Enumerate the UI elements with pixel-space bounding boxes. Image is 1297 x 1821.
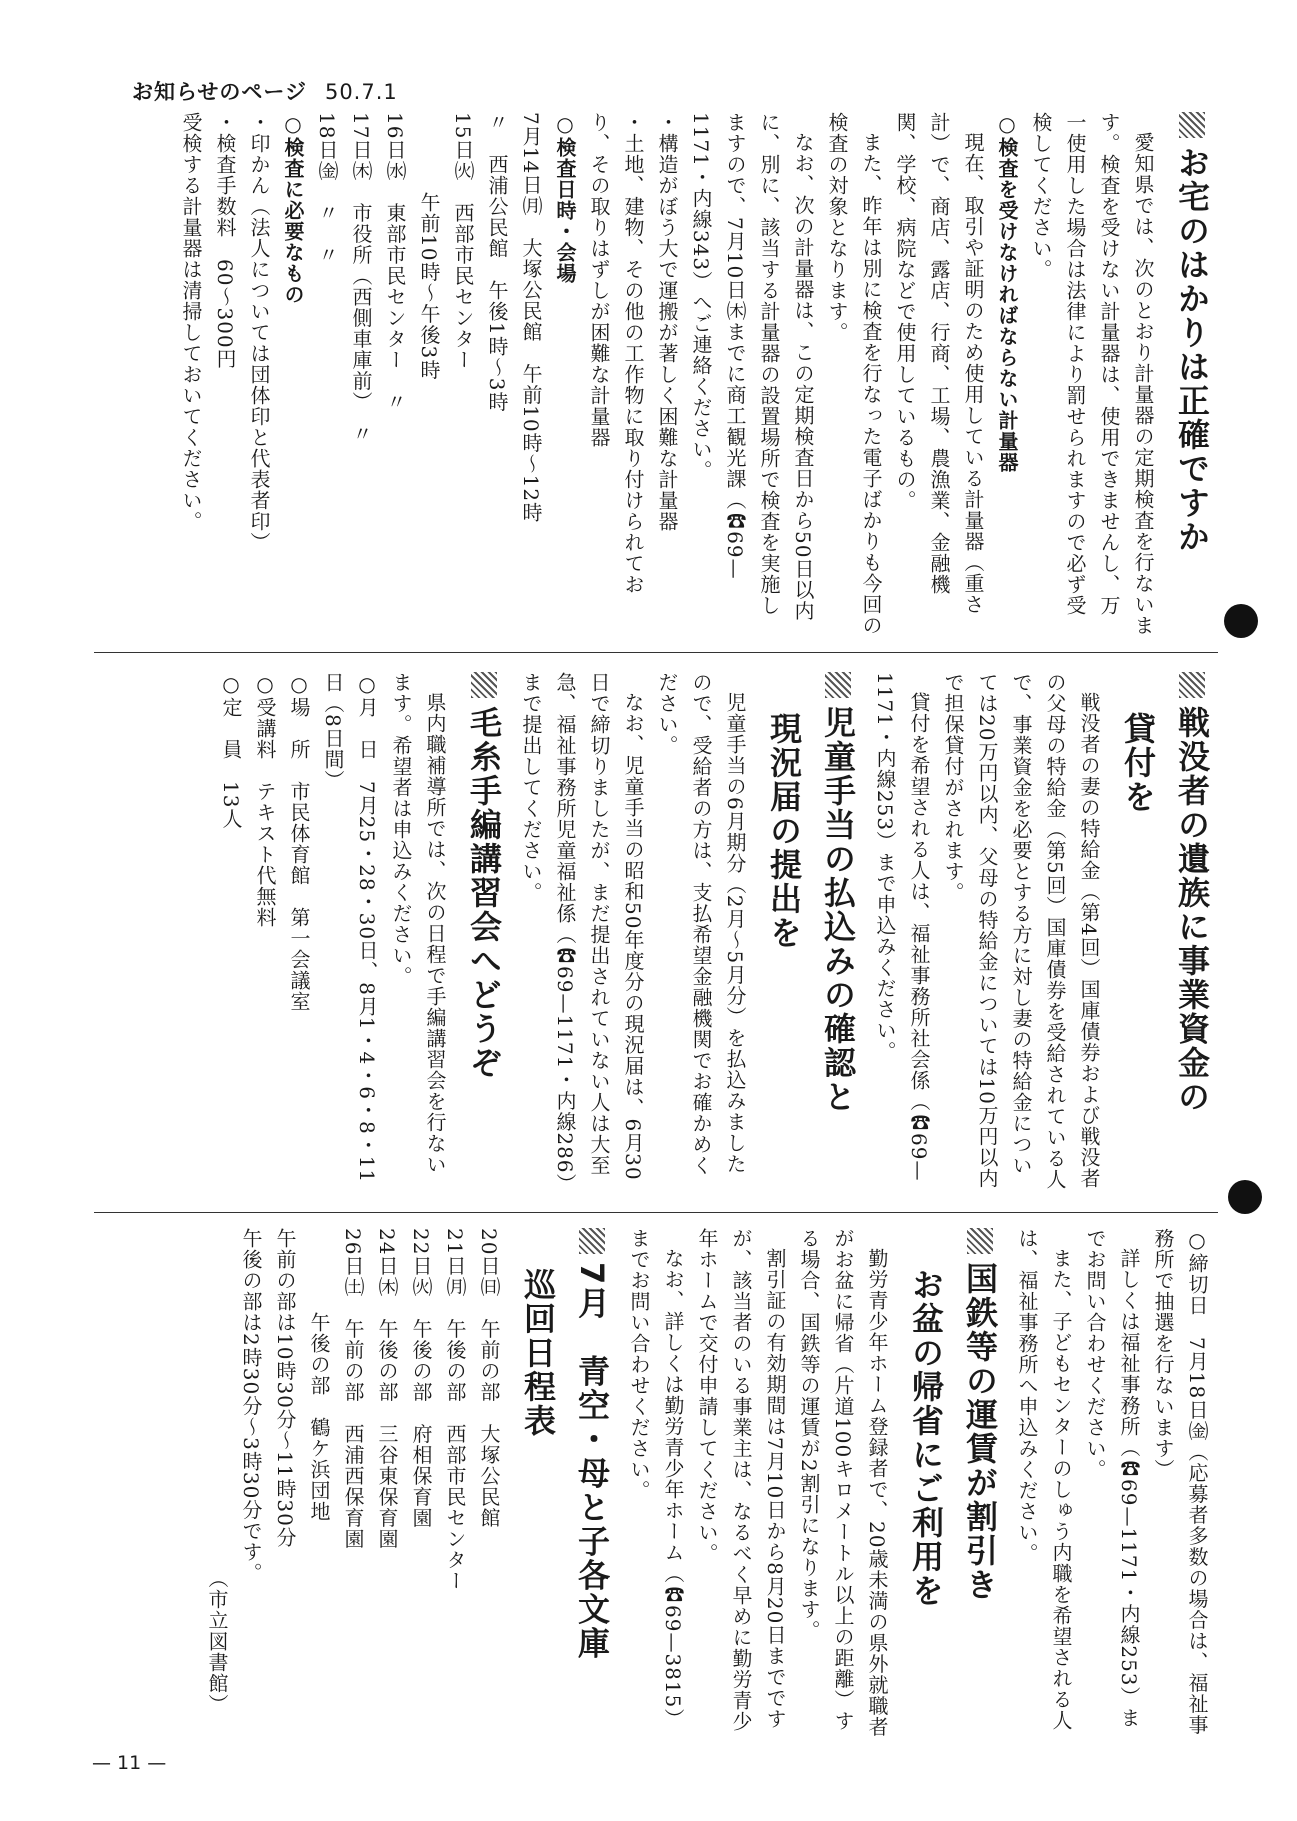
schedule-row: 15日㈫ 西部市民センター bbox=[451, 112, 475, 371]
paragraph: 戦没者の妻の特給金（第4回）国庫債券および戦没者の父母の特給金（第5回）国庫債券を受給されている人で、事業資金を必要とする方に対し妻の特給金については20万円以内、父母の特給金については10万円以内で担保貸付がされます。 bbox=[941, 672, 1101, 1190]
article-bereaved bbox=[864, 672, 1218, 1194]
schedule-row: 20日㈰ 午前の部 大塚公民館 bbox=[477, 1228, 501, 1529]
paragraph: 現在、取引や証明のため使用している計量器（重さ計）で、商店、露店、行商、工場、農漁業、金融機関、学校、病院などで使用しているもの。 bbox=[893, 112, 985, 615]
paragraph: なお、詳しくは勤労青少年ホーム（☎69—3815）までお問い合わせください。 bbox=[627, 1228, 685, 1730]
info-row: ○受講料 テキスト代無料 bbox=[253, 672, 277, 928]
paragraph: なお、次の計量器は、この定期検査日から50日以内に、別に、該当する計量器の設置場所で検査を実施しますので、7月10日㈭までに商工観光課（☎69—1171・内線343）へご連絡ください。 bbox=[689, 112, 815, 622]
info-row: ○場 所 市民体育館 第一会議室 bbox=[287, 672, 311, 1012]
article-subtitle: 巡回日程表 bbox=[519, 1268, 557, 1438]
paragraph: 詳しくは福祉事務所（☎69—1171・内線253）までお問い合わせください。 bbox=[1083, 1228, 1141, 1729]
section-heading: ○検査に必要なもの bbox=[281, 112, 305, 305]
article-credit: （市立図書館） bbox=[205, 1568, 229, 1715]
schedule-row: 21日㈪ 午後の部 西部市民センター bbox=[443, 1228, 467, 1592]
schedule-row: 18日㈮ 〃 〃 bbox=[315, 112, 339, 266]
article-title-line2: 貸付を bbox=[1119, 712, 1157, 814]
divider bbox=[94, 652, 1218, 653]
article-title-line2: お盆の帰省にご利用を bbox=[907, 1268, 945, 1608]
article-rail-discount bbox=[618, 1228, 1006, 1740]
article-scale bbox=[170, 112, 1218, 636]
paragraph: また、昨年は別に検査を行なった電子ばかりも今回の検査の対象となります。 bbox=[825, 112, 883, 636]
article-child-allowance bbox=[510, 672, 864, 1194]
article-title: 児童手当の払込みの確認と bbox=[816, 672, 860, 1194]
header-date: 50.7.1 bbox=[324, 80, 398, 104]
title-mark-icon bbox=[825, 672, 851, 698]
info-row: ○締切日 7月18日㈮（応募者多数の場合は、福祉事務所で抽選を行ないます） bbox=[1151, 1228, 1209, 1736]
bullet-item: ・構造がぼう大で運搬が著しく困難な計量器 bbox=[655, 112, 679, 532]
article-title: 戦没者の遺族に事業資金の bbox=[1170, 672, 1214, 1194]
article-library bbox=[196, 1228, 618, 1740]
article-title: 国鉄等の運賃が割引き bbox=[958, 1228, 1002, 1740]
title-mark-icon bbox=[579, 1228, 605, 1254]
schedule-row: 7月14日㈪ 大塚公民館 午前10時～12時 bbox=[519, 112, 543, 524]
bullet-item: ・検査手数料 60～300円 bbox=[213, 112, 237, 370]
article-title: 7月 青空・母と子各文庫 bbox=[570, 1228, 614, 1740]
schedule-row: 26日㈯ 午前の部 西浦西保育園 bbox=[341, 1228, 365, 1550]
info-row: ○定 員 13人 bbox=[219, 672, 243, 830]
section-heading: ○検査日時・会場 bbox=[553, 112, 577, 284]
page-header bbox=[132, 76, 398, 106]
bullet-item: ・土地、建物、その他の工作物に取り付けられており、その取りはずしが困難な計量器 bbox=[587, 112, 645, 595]
section-heading: ○検査を受けなければならない計量器 bbox=[995, 112, 1019, 473]
section-bottom bbox=[94, 1228, 1218, 1740]
paragraph: 愛知県では、次のとおり計量器の定期検査を行ないます。検査を受けない計量器は、使用できませんし、万一使用した場合は法律により罰せられますので必ず受検してください。 bbox=[1029, 112, 1155, 636]
section-middle bbox=[94, 672, 1218, 1194]
title-mark-icon bbox=[967, 1228, 993, 1254]
section-top bbox=[94, 112, 1218, 636]
binding-hole-icon bbox=[1224, 604, 1258, 638]
article-title: 毛糸手編講習会へどうぞ bbox=[462, 672, 506, 1194]
page-number: — 11 — bbox=[92, 1752, 167, 1774]
schedule-row: 午前10時～午後3時 bbox=[417, 192, 441, 381]
divider bbox=[94, 1212, 1218, 1213]
schedule-row: 〃 西浦公民館 午後1時～3時 bbox=[485, 112, 509, 413]
paragraph: 割引証の有効期間は7月10日から8月20日までですが、該当者のいる事業主は、なるべく早めに勤労青少年ホームで交付申請してください。 bbox=[695, 1228, 787, 1732]
time-note: 午後の部は2時30分～3時30分です。 bbox=[239, 1228, 263, 1584]
title-mark-icon bbox=[1179, 672, 1205, 698]
article-title: お宅のはかりは正確ですか bbox=[1170, 112, 1214, 636]
paragraph: 受検する計量器は清掃しておいてください。 bbox=[179, 112, 203, 532]
paragraph: 県内職補導所では、次の日程で手編講習会を行ないます。希望者は申込みください。 bbox=[389, 672, 447, 1175]
paragraph: 児童手当の6月期分（2月～5月分）を払込みましたので、受給者の方は、支払希望金融機関でお確かめください。 bbox=[655, 672, 747, 1176]
schedule-row: 午後の部 鶴ケ浜団地 bbox=[307, 1228, 331, 1522]
schedule-row: 17日㈭ 市役所（西側車庫前） 〃 bbox=[349, 112, 373, 445]
article-title-line2: 現況届の提出を bbox=[765, 712, 803, 950]
paragraph: また、子どもセンターのしゅう内職を希望される人は、福祉事務所へ申込みください。 bbox=[1015, 1228, 1073, 1731]
article-knitting bbox=[210, 672, 510, 1194]
schedule-row: 16日㈬ 東部市民センター 〃 bbox=[383, 112, 407, 413]
schedule-row: 22日㈫ 午後の部 府相保育園 bbox=[409, 1228, 433, 1529]
paragraph: なお、児童手当の昭和50年度分の現況届は、6月30日で締切りましたが、まだ提出されていない人は大至急、福祉事務所児童福祉係（☎69—1171・内線286）まで提出してください。 bbox=[519, 672, 645, 1185]
info-row: ○月 日 7月25・28・30日、8月1・4・6・8・11日（8日間） bbox=[321, 672, 379, 1184]
paragraph: 貸付を希望される人は、福祉事務所社会係（☎69—1171・内線253）まで申込みください。 bbox=[873, 672, 931, 1182]
header-title: お知らせのページ bbox=[132, 80, 307, 104]
title-mark-icon bbox=[471, 672, 497, 698]
article-knitting-continued bbox=[1006, 1228, 1218, 1740]
paragraph: 勤労青少年ホーム登録者で、20歳未満の県外就職者がお盆に帰省（片道100キロメートル以上の距離）する場合、国鉄等の運賃が2割引になります。 bbox=[797, 1228, 889, 1738]
title-mark-icon bbox=[1179, 112, 1205, 138]
bullet-item: ・印かん（法人については団体印と代表者印） bbox=[247, 112, 271, 553]
schedule-row: 24日㈭ 午後の部 三谷東保育園 bbox=[375, 1228, 399, 1550]
binding-hole-icon bbox=[1228, 1180, 1262, 1214]
time-note: 午前の部は10時30分～11時30分 bbox=[273, 1228, 297, 1548]
